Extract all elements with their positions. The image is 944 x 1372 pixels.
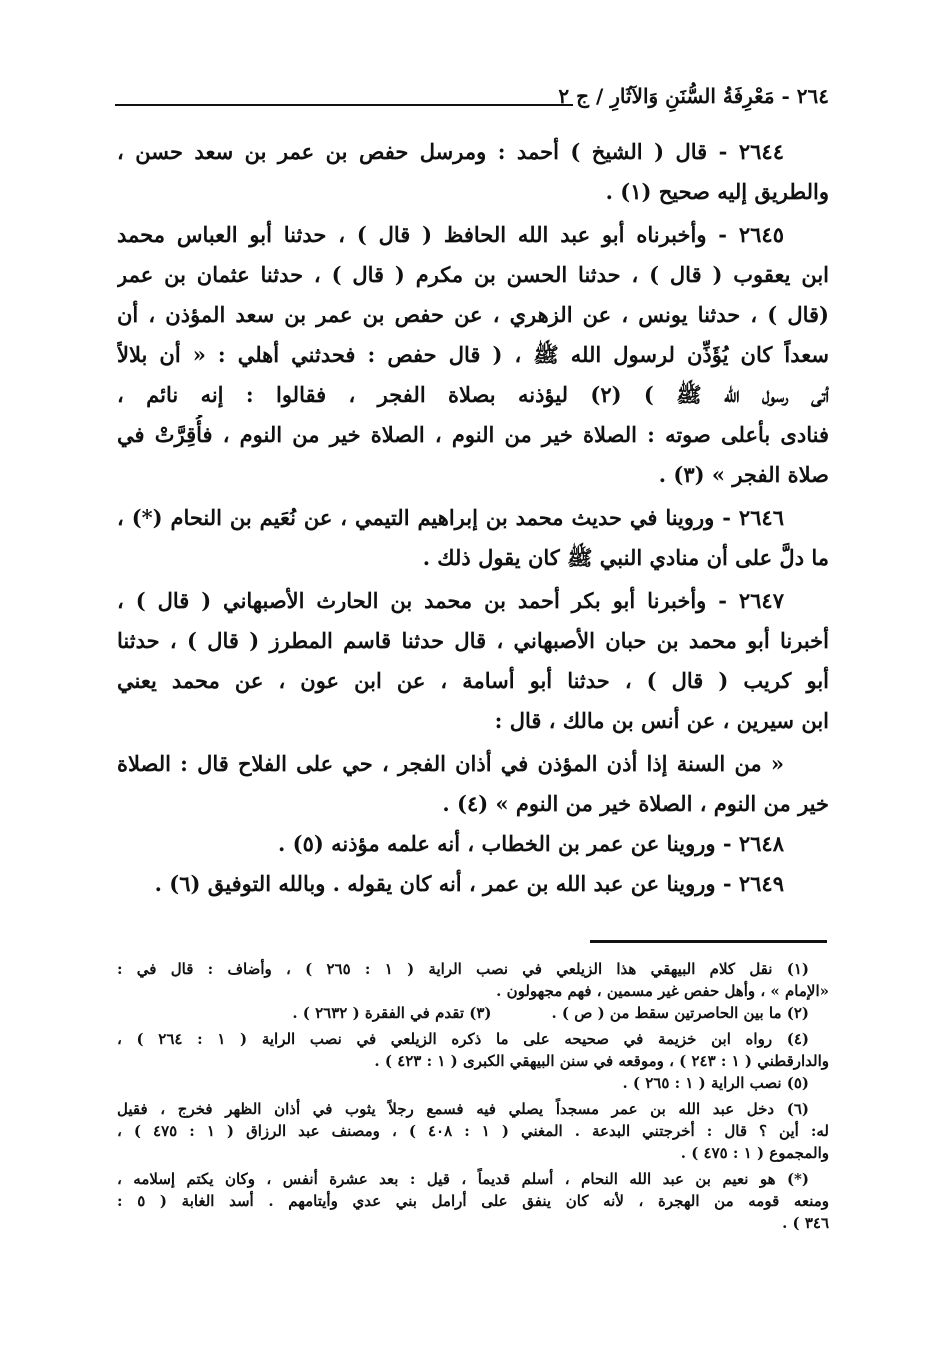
text-line: سعداً كان يُؤَذِّن لرسول الله ﷺ ، ( قال حفص : فحدثني أهلي : « أن بلالاً: [117, 342, 829, 367]
text-line: ٢٦٤٥ - وأخبرناه أبو عبد الله الحافظ ( قال ) ، حدثنا أبو العباس محمد: [117, 222, 784, 247]
footnote-line: (٥) نصب الراية ( ١ : ٢٦٥ ) .: [622, 1074, 809, 1092]
text-line: أتى رسول الله ﷺ ) (٢) ليؤذنه بصلاة الفجر ، فقالوا : إنه نائم ،: [117, 382, 829, 407]
footnote-rule: [590, 940, 827, 943]
text-line: فنادى بأعلى صوته : الصلاة خير من النوم ، الصلاة خير من النوم ، فأُقِرَّتْ في: [117, 422, 829, 447]
text-line: ابن سيرين ، عن أنس بن مالك ، قال :: [494, 708, 829, 733]
text-line: ما دلَّ على أن منادي النبي ﷺ كان يقول ذلك .: [422, 545, 829, 570]
footnote-line: (٦) دخل عبد الله بن عمر مسجداً يصلي فيه فسمع رجلاً يثوب في أذان الظهر فخرج ، فقيل: [117, 1100, 810, 1118]
footnote-line: له: أين ؟ قال : أخرجتني البدعة . المغني ( ١ : ٤٠٨ ) ، ومصنف عبد الرزاق ( ١ : ٤٧٥ ) ،: [117, 1122, 829, 1140]
footnote-line: «الإمام » ، وأهل حفص غير مسمين ، فهم مجهولون .: [496, 982, 829, 1000]
text-line: أخبرنا أبو محمد بن حبان الأصبهاني ، قال حدثنا قاسم المطرز ( قال ) ، حدثنا: [117, 628, 829, 653]
page-header: ٢٦٤ - مَعْرِفَةُ السُّنَنِ وَالآثَارِ / ج ٢: [558, 84, 829, 108]
main-text: [117, 132, 829, 904]
text-line: ٢٦٤٩ - وروينا عن عبد الله بن عمر ، أنه كان يقوله . وبالله التوفيق (٦) .: [154, 871, 784, 896]
footnote-line: (٣) تقدم في الفقرة ( ٢٦٣٢ ) .: [292, 1004, 492, 1022]
text-line: ٢٦٤٧ - وأخبرنا أبو بكر أحمد بن محمد بن الحارث الأصبهاني ( قال ) ،: [117, 588, 784, 613]
text-line: (قال ) ، حدثنا يونس ، عن الزهري ، عن حفص بن عمر بن سعد المؤذن ، أن: [117, 302, 829, 327]
header-rule: [115, 104, 573, 106]
footnote-pair: [117, 1002, 829, 1024]
footnote-line: (٢) ما بين الحاصرتين سقط من ( ص ) .: [551, 1004, 809, 1022]
footnote-line: (٤) رواه ابن خزيمة في صحيحه على ما ذكره الزيلعي في نصب الراية ( ١ : ٢٦٤ ) ،: [117, 1030, 810, 1048]
footnotes: [117, 958, 829, 1234]
text-line: والطريق إليه صحيح (١) .: [605, 179, 829, 204]
footnote-line: والدارقطني ( ١ : ٢٤٣ ) ، وموقعه في سنن البيهقي الكبرى ( ١ : ٤٢٣ ) .: [374, 1052, 829, 1070]
footnote-line: (١) نقل كلام البيهقي هذا الزيلعي في نصب الراية ( ١ : ٢٦٥ ) ، وأضاف : قال في :: [117, 960, 809, 978]
text-line: ابن يعقوب ( قال ) ، حدثنا الحسن بن مكرم ( قال ) ، حدثنا عثمان بن عمر: [117, 262, 829, 287]
text-line: أبو كريب ( قال ) ، حدثنا أبو أسامة ، عن ابن عون ، عن محمد يعني: [117, 668, 829, 693]
text-line: خير من النوم ، الصلاة خير من النوم » (٤) .: [442, 791, 829, 816]
footnote-line: ٣٤٦ ) .: [782, 1214, 829, 1232]
footnote-line: ومنعه قومه من الهجرة ، لأنه كان ينفق على أرامل بني عدي وأيتامهم . أسد الغابة ( ٥ :: [117, 1192, 829, 1210]
footnote-line: (*) هو نعيم بن عبد الله النحام ، أسلم قديماً ، قيل : بعد عشرة أنفس ، وكان يكتم إسلامه ،: [117, 1170, 809, 1188]
text-line: « من السنة إذا أذن المؤذن في أذان الفجر ، حي على الفلاح قال : الصلاة: [117, 751, 784, 776]
text-line: ٢٦٤٤ - قال ( الشيخ ) أحمد : ومرسل حفص بن عمر بن سعد حسن ،: [117, 139, 784, 164]
text-line: ٢٦٤٦ - وروينا في حديث محمد بن إبراهيم التيمي ، عن نُعَيم بن النحام (*) ،: [117, 505, 784, 530]
text-line: صلاة الفجر » (٣) .: [658, 462, 829, 487]
text-line: ٢٦٤٨ - وروينا عن عمر بن الخطاب ، أنه علمه مؤذنه (٥) .: [278, 831, 784, 856]
footnote-line: والمجموع ( ١ : ٤٧٥ ) .: [680, 1144, 829, 1162]
